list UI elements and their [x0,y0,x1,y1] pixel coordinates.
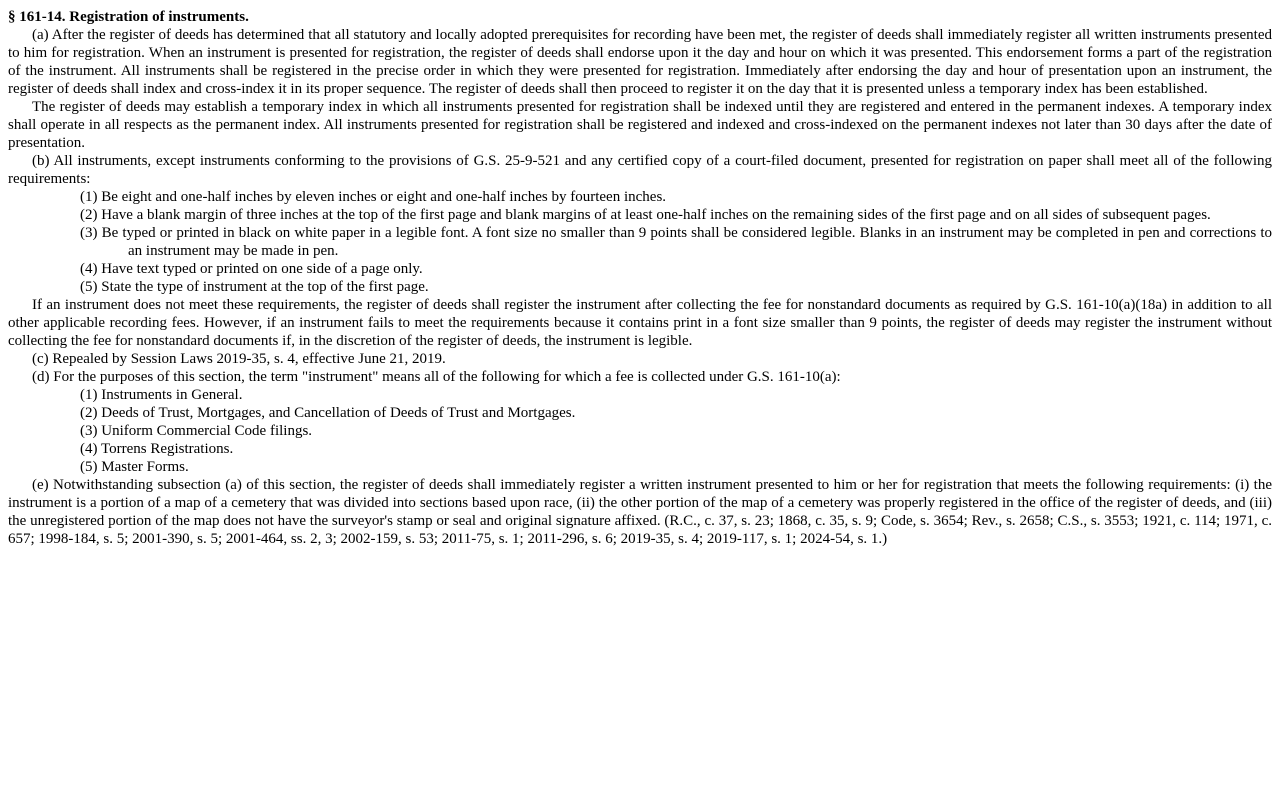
subsection-c: (c) Repealed by Session Laws 2019-35, s. 4, effective June 21, 2019. [32,351,446,367]
subsection-b-intro: (b) All instruments, except instruments conforming to the provisions of G.S. 25-9-521 and any certified copy of a court-filed document, presented for registration on paper shall meet all of the following requirements: [8,153,1272,187]
requirement-item-1: (1) Be eight and one-half inches by eleven inches or eight and one-half inches by fourteen inches. [80,189,667,205]
subsection-a-paragraph-1: (a) After the register of deeds has determined that all statutory and locally adopted prerequisites for recording have been met, the register of deeds shall immediately register all written instruments presented to him for registration. When an instrument is presented for registration, the register of deeds shall endorse upon it the day and hour on which it was presented. This endorsement forms a part of the registration of the instrument. All instruments shall be registered in the precise order in which they were presented for registration. Immediately after endorsing the day and hour of presentation upon an instrument, the register of deeds shall index and cross-index it in its proper sequence. The register of deeds shall then proceed to register it on the day that it is presented unless a temporary index has been established. [8,27,1272,97]
subsection-d-intro: (d) For the purposes of this section, the term "instrument" means all of the following for which a fee is collected under G.S. 161-10(a): [32,369,841,385]
subsection-b-closing: If an instrument does not meet these requirements, the register of deeds shall register the instrument after collecting the fee for nonstandard documents as required by G.S. 161-10(a)(18a) in addition to all other applicable recording fees. However, if an instrument fails to meet the requirements because it contains print in a font size smaller than 9 points, the register of deeds may register the instrument without collecting the fee for nonstandard documents if, in the discretion of the register of deeds, the instrument is legible. [8,297,1272,349]
instrument-type-item-4: (4) Torrens Registrations. [80,441,234,457]
instrument-type-item-2: (2) Deeds of Trust, Mortgages, and Cancellation of Deeds of Trust and Mortgages. [80,405,576,421]
requirement-item-4: (4) Have text typed or printed on one side of a page only. [80,261,423,277]
requirement-item-2: (2) Have a blank margin of three inches at the top of the first page and blank margins of at least one-half inches on the remaining sides of the first page and on all sides of subsequent pages. [80,207,1211,223]
requirement-item-5: (5) State the type of instrument at the top of the first page. [80,279,429,295]
subsection-a-paragraph-2: The register of deeds may establish a temporary index in which all instruments presented for registration shall be indexed until they are registered and entered in the permanent indexes. A temporary index shall operate in all respects as the permanent index. All instruments presented for registration shall be registered and indexed and cross-indexed on the permanent indexes not later than 30 days after the date of presentation. [8,99,1272,151]
section-heading: § 161-14. Registration of instruments. [8,9,249,25]
instrument-type-item-5: (5) Master Forms. [80,459,189,475]
requirement-item-3: (3) Be typed or printed in black on white paper in a legible font. A font size no smaller than 9 points shall be considered legible. Blanks in an instrument may be completed in pen and corrections to an instrument may be made in pen. [80,225,1272,259]
instrument-type-item-3: (3) Uniform Commercial Code filings. [80,423,313,439]
instrument-type-item-1: (1) Instruments in General. [80,387,243,403]
subsection-e-with-history: (e) Notwithstanding subsection (a) of this section, the register of deeds shall immediately register a written instrument presented to him or her for registration that meets the following requirements: (i) the instrument is a portion of a map of a cemetery that was divided into sections based upon race, (ii) the other portion of the map of a cemetery was properly registered in the office of the register of deeds, and (iii) the unregistered portion of the map does not have the surveyor's stamp or seal and original signature affixed. (R.C., c. 37, s. 23; 1868, c. 35, s. 9; Code, s. 3654; Rev., s. 2658; C.S., s. 3553; 1921, c. 114; 1971, c. 657; 1998-184, s. 5; 2001-390, s. 5; 2001-464, ss. 2, 3; 2002-159, s. 53; 2011-75, s. 1; 2011-296, s. 6; 2019-35, s. 4; 2019-117, s. 1; 2024-54, s. 1.) [8,477,1272,547]
